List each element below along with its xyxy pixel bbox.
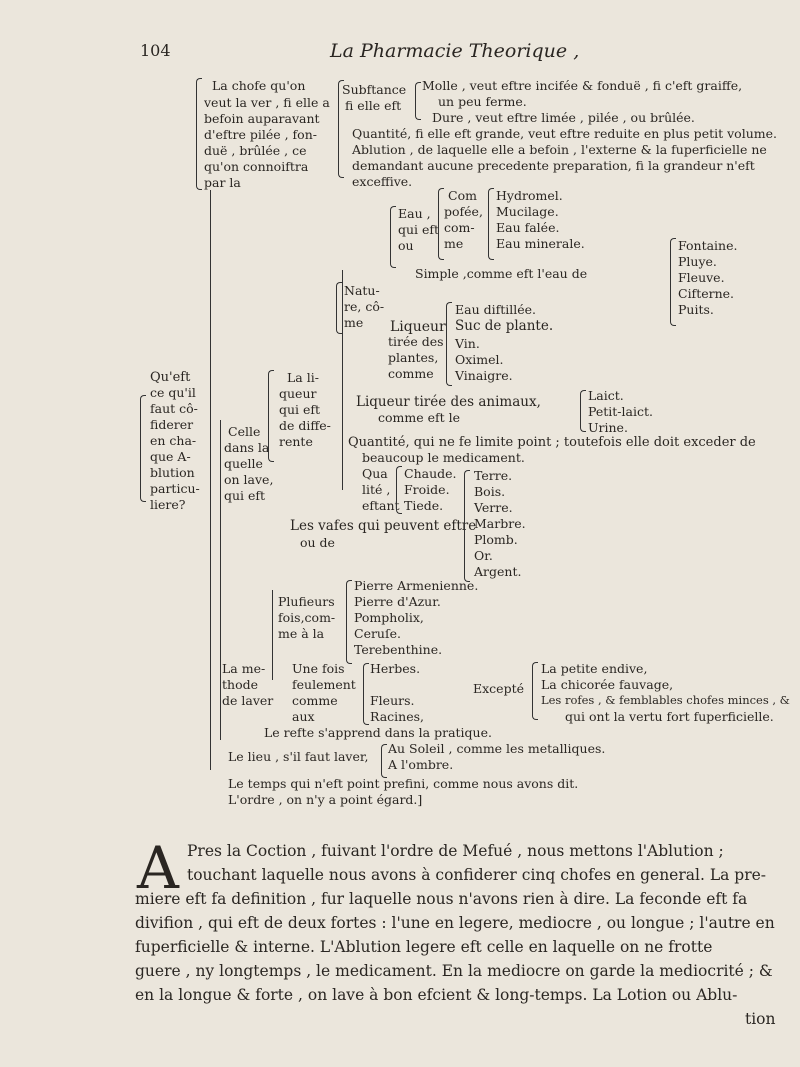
body-line: miere eft fa definition , fur laquelle nous n'avons rien à dire. La feconde eft fa bbox=[135, 890, 748, 908]
tree-text: de diffe- bbox=[279, 418, 331, 433]
brace bbox=[415, 82, 421, 120]
tree-text: par la bbox=[204, 175, 241, 190]
tree-text: Froide. bbox=[404, 482, 450, 497]
tree-text: thode bbox=[222, 677, 258, 692]
drop-cap: A bbox=[137, 834, 179, 902]
tree-text: Excepté bbox=[473, 681, 524, 696]
tree-text: fi elle eft bbox=[345, 98, 402, 113]
tree-text: Verre. bbox=[474, 500, 513, 515]
body-line: tion bbox=[745, 1010, 776, 1028]
tree-text: duë , brûlée , ce bbox=[204, 143, 307, 158]
tree-text: ce qu'il bbox=[150, 385, 196, 400]
tree-text: rente bbox=[279, 434, 313, 449]
tree-text: qui eft bbox=[398, 222, 440, 237]
tree-text: eftant bbox=[362, 498, 400, 513]
tree-text: Oximel. bbox=[455, 352, 504, 367]
tree-text: La petite endive, bbox=[541, 661, 648, 676]
tree-text: Subftance bbox=[342, 82, 407, 97]
tree-text: Eau diftillée. bbox=[455, 302, 537, 317]
tree-text: ou de bbox=[300, 535, 335, 550]
tree-text: Marbre. bbox=[474, 516, 526, 531]
tree-text: Chaude. bbox=[404, 466, 457, 481]
brace bbox=[381, 744, 387, 778]
tree-text: Quantité, qui ne fe limite point ; toutefois elle doit exceder de bbox=[348, 435, 756, 450]
tree-text: Au Soleil , comme les metalliques. bbox=[388, 741, 606, 756]
tree-text: Le temps qui n'eft point prefini, comme nous avons dit. bbox=[228, 776, 579, 791]
tree-text: re, cô- bbox=[344, 299, 385, 314]
tree-text: Argent. bbox=[474, 564, 522, 579]
tree-text: queur bbox=[279, 386, 317, 401]
tree-text: qui eft bbox=[279, 402, 321, 417]
tree-text: qui ont la vertu fort fuperficielle. bbox=[565, 709, 774, 724]
running-title: La Pharmacie Theorique , bbox=[330, 40, 580, 62]
tree-text: Les rofes , & femblables chofes minces , & bbox=[541, 693, 790, 707]
brace bbox=[363, 663, 369, 725]
tree-text: Celle bbox=[228, 424, 261, 439]
simple-line: Simple ,comme eft l'eau de bbox=[415, 266, 588, 281]
tree-text: Le lieu , s'il faut laver, bbox=[228, 749, 369, 764]
tree-text: Liqueur bbox=[390, 319, 446, 335]
tree-text: veut la ver , fi elle a bbox=[204, 95, 330, 110]
tree-text: Terebenthine. bbox=[354, 642, 443, 657]
tree-text: me bbox=[444, 236, 464, 251]
tree-text: Cifterne. bbox=[678, 286, 735, 301]
vertical-rule bbox=[272, 590, 273, 680]
tree-text: La chofe qu'on bbox=[212, 78, 306, 93]
tree-text: Suc de plante. bbox=[455, 318, 554, 334]
tree-text: A l'ombre. bbox=[388, 757, 454, 772]
tree-text: Racines, bbox=[370, 709, 424, 724]
tree-text: lité , bbox=[362, 482, 391, 497]
tree-text: Fontaine. bbox=[678, 238, 738, 253]
brace bbox=[346, 580, 352, 664]
tree-text: un peu ferme. bbox=[438, 94, 527, 109]
tree-text: en cha- bbox=[150, 433, 197, 448]
tree-text: pofée, bbox=[444, 204, 483, 219]
tree-text: feulement bbox=[292, 677, 356, 692]
tree-text: Plufieurs bbox=[278, 594, 335, 609]
brace bbox=[580, 390, 586, 432]
tree-text: Urine. bbox=[588, 420, 628, 435]
tree-text: comme bbox=[388, 366, 434, 381]
tree-text: dans la bbox=[224, 440, 270, 455]
tree-text: Liqueur tirée des animaux, bbox=[356, 394, 541, 410]
tree-text: Eau minerale. bbox=[496, 236, 585, 251]
tree-text: Eau , bbox=[398, 206, 431, 221]
tree-text: fiderer bbox=[150, 417, 194, 432]
tree-text: me à la bbox=[278, 626, 325, 641]
tree-text: qui eft bbox=[224, 488, 266, 503]
tree-text: Plomb. bbox=[474, 532, 518, 547]
tree-text: beaucoup le medicament. bbox=[362, 450, 525, 465]
tree-text: Herbes. bbox=[370, 661, 421, 676]
tree-text: plantes, bbox=[388, 350, 439, 365]
body-line: touchant laquelle nous avons à confiderer cinq chofes en general. La pre- bbox=[187, 866, 767, 884]
tree-text: fois,com- bbox=[278, 610, 336, 625]
tree-text: L'ordre , on n'y a point égard.] bbox=[228, 792, 423, 807]
brace bbox=[488, 188, 494, 260]
tree-text: La li- bbox=[287, 370, 319, 385]
body-line: guere , ny longtemps , le medicament. En la mediocre on garde la mediocrité ; & bbox=[135, 962, 773, 980]
brace bbox=[390, 206, 396, 268]
tree-text: ou bbox=[398, 238, 414, 253]
vertical-rule bbox=[210, 190, 211, 770]
tree-text: Qu'eft bbox=[150, 370, 191, 385]
tree-text: Qua bbox=[362, 466, 388, 481]
tree-text: particu- bbox=[150, 481, 200, 496]
tree-text: que A- bbox=[150, 449, 191, 464]
tree-text: Petit-laict. bbox=[588, 404, 653, 419]
brace bbox=[268, 370, 274, 462]
tree-text: Les vafes qui peuvent eftre bbox=[290, 518, 477, 534]
body-line: en la longue & forte , on lave à bon efcient & long-temps. La Lotion ou Ablu- bbox=[135, 986, 738, 1004]
brace bbox=[446, 302, 452, 386]
tree-text: comme eft le bbox=[378, 410, 461, 425]
brace bbox=[670, 238, 676, 326]
brace bbox=[464, 470, 470, 582]
tree-text: aux bbox=[292, 709, 315, 724]
tree-text: Terre. bbox=[474, 468, 513, 483]
tree-text: Une fois bbox=[292, 661, 345, 676]
tree-text: Natu- bbox=[344, 283, 380, 298]
tree-text: Tiede. bbox=[404, 498, 444, 513]
tree-text: blution bbox=[150, 465, 195, 480]
tree-text: Bois. bbox=[474, 484, 506, 499]
tree-text: com- bbox=[444, 220, 475, 235]
body-line: Pres la Coction , fuivant l'ordre de Mefué , nous mettons l'Ablution ; bbox=[187, 842, 724, 860]
tree-text: comme bbox=[292, 693, 338, 708]
tree-text: Fleurs. bbox=[370, 693, 415, 708]
brace bbox=[396, 466, 402, 514]
tree-text: Pierre Armenienne. bbox=[354, 578, 479, 593]
tree-text: Dure , veut eftre limée , pilée , ou brûlée. bbox=[432, 110, 695, 125]
tree-text: Hydromel. bbox=[496, 188, 563, 203]
tree-text: Pluye. bbox=[678, 254, 717, 269]
tree-text: exceffive. bbox=[352, 174, 413, 189]
tree-text: Mucilage. bbox=[496, 204, 559, 219]
tree-text: Pompholix, bbox=[354, 610, 424, 625]
tree-text: on lave, bbox=[224, 472, 274, 487]
tree-text: quelle bbox=[224, 456, 263, 471]
tree-text: Vin. bbox=[455, 336, 480, 351]
tree-text: tirée des bbox=[388, 334, 444, 349]
tree-text: Fleuve. bbox=[678, 270, 725, 285]
tree-text: Ceruſe. bbox=[354, 626, 401, 641]
tree-text: faut cô- bbox=[150, 401, 198, 416]
tree-text: Com bbox=[448, 188, 477, 203]
brace bbox=[196, 78, 202, 190]
page-number: 104 bbox=[140, 41, 171, 60]
tree-text: me bbox=[344, 315, 364, 330]
tree-text: Molle , veut eftre incifée & fonduë , fi c'eft graiffe, bbox=[422, 78, 743, 93]
brace bbox=[140, 395, 146, 502]
tree-text: liere? bbox=[150, 497, 186, 512]
tree-text: Or. bbox=[474, 548, 493, 563]
vertical-rule bbox=[220, 420, 221, 740]
tree-text: Quantité, fi elle eft grande, veut eftre reduite en plus petit volume. bbox=[352, 126, 777, 141]
tree-text: d'eftre pilée , fon- bbox=[204, 127, 317, 142]
body-line: divifion , qui eft de deux fortes : l'une en legere, mediocre , ou longue ; l'autre en bbox=[135, 914, 775, 932]
brace bbox=[336, 282, 342, 334]
tree-text: Laict. bbox=[588, 388, 624, 403]
tree-text: qu'on connoiftra bbox=[204, 159, 309, 174]
vertical-rule bbox=[342, 270, 343, 490]
tree-text: Pierre d'Azur. bbox=[354, 594, 441, 609]
tree-text: demandant aucune precedente preparation, fi la grandeur n'eft bbox=[352, 158, 755, 173]
tree-text: Puits. bbox=[678, 302, 714, 317]
tree-text: La me- bbox=[222, 661, 266, 676]
tree-text: Ablution , de laquelle elle a befoin , l'externe & la fuperficielle ne bbox=[352, 142, 767, 157]
tree-text: befoin auparavant bbox=[204, 111, 320, 126]
body-line: fuperficielle & interne. L'Ablution legere eft celle en laquelle on ne frotte bbox=[135, 938, 713, 956]
tree-text: de laver bbox=[222, 693, 274, 708]
tree-text: Vinaigre. bbox=[455, 368, 513, 383]
tree-text: La chicorée fauvage, bbox=[541, 677, 674, 692]
tree-text: Eau falée. bbox=[496, 220, 560, 235]
tree-text: Le refte s'apprend dans la pratique. bbox=[264, 725, 492, 740]
brace bbox=[532, 662, 538, 720]
